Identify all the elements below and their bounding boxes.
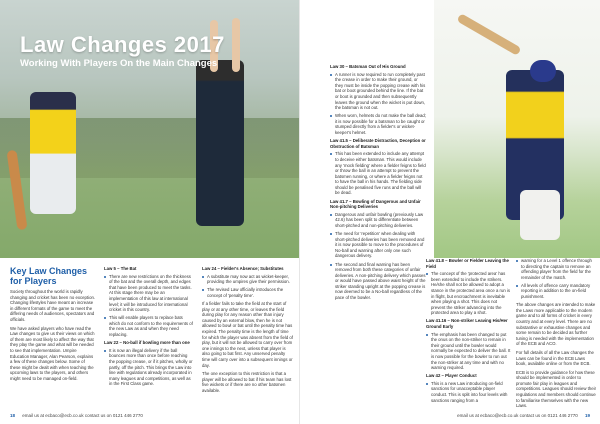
law-22-heading: Law 22 – No-ball if bowling more than one	[104, 340, 190, 346]
footer-contact-right[interactable]: email us at ecbaco@ecb.co.uk contact us on 0121 446 2770	[457, 413, 578, 418]
law-42-list	[426, 381, 512, 403]
law-41-7-list	[330, 212, 426, 301]
closing-paragraph-3: ECB is to provide guidance for how these should be implemented in order to promote fair play in leagues and competitions. Leagues should review their regulations and members should continue to familiarise themselves with the new Laws.	[516, 369, 597, 409]
key-changes-heading: Key Law Changes for Players	[10, 266, 88, 286]
law-30-heading: Law 30 – Batsman Out of His Ground	[330, 64, 406, 69]
list-item: There are new restrictions on the thickness of the bat and the overall depth, and edges that have been produced to meet the tasks. At this stage there may be an implementation of this law at international level; it will be introduced for international cricket in this country.	[104, 274, 194, 313]
footer-contact-left[interactable]: email us at ecbaco@ecb.co.uk contact us on 0121 446 2770	[22, 413, 143, 418]
bat-raised	[456, 13, 521, 56]
law-24-paragraph-1: If a fielder fails to take the field at the start of play or at any other time, or leaves the field during play for any reason other than injury caused by an external blow, then he is not allowed to bowl or bat until the penalty time has expired. The penalty time is the length of time for which the player was absent from the field of play, but it will not be allowed to carry over from one innings to the next, unless that player is also going to bat first. Any unserved penalty time will carry over into a subsequent innings or day.	[202, 300, 293, 368]
list-item: When worn, helmets do not make the ball dead; it is now possible for a batsman to be caught or stumped directly from a fielder's or wicket-keeper's helmet.	[330, 113, 426, 135]
law-5-heading: Law 5 – The Bat	[104, 266, 137, 271]
list-item: The second and final warning has been removed from both these categories of unfair deliveries. A non-pitching delivery which passes or would have passed above waist height of the striker standing upright at the popping crease is now deemed to be a No-ball regardless of the pace of the bowler.	[330, 262, 426, 301]
right-page	[300, 0, 600, 424]
page-title: Law Changes 2017	[20, 32, 225, 57]
list-item: A substitute may now act as wicket-keeper, providing the umpires give their permission.	[202, 274, 294, 285]
list-item: A runner is now required to run completely past the crease in order to make their ground, or they must be inside the popping crease with his bat or boot grounded behind the line. If the bat or boot is grounded and then subsequently leaves the ground when the wicket is put down, the batsman is not out.	[330, 72, 426, 111]
page-number-left: 18	[10, 413, 16, 418]
law-30-list	[330, 72, 426, 136]
law-41-8-heading: Law 41.8 – Bowler or Fielder Leaving the Field	[426, 258, 509, 269]
list-item: All levels of offence carry mandatory reporting in addition to the on-field punishment.	[516, 283, 596, 300]
left-column-2	[104, 266, 194, 389]
page-subtitle: Working With Players On the Main Changes	[20, 58, 218, 69]
law-5-list	[104, 274, 194, 338]
law-42-continued-list	[516, 258, 596, 300]
list-item: The concept of the 'protected area' has been extended to include the strikers. He/she shall not be allowed to adopt a stance in the protected area once a run is in flight, but encroachment is inevitable when playing a shot. This does not prevent the striker advancing into the protected area to play a shot.	[426, 271, 512, 316]
law-24-heading: Law 24 – Fielder's Absence; Substitutes	[202, 266, 284, 271]
umpire-figure	[196, 60, 244, 226]
list-item: The need for 'repetition' when dealing with short-pitched deliveries has been removed and it is now possible to move to the procedures of No-ball and warning after only one such dangerous delivery.	[330, 231, 426, 259]
law-41-16-heading: Law 41.16 – Non-striker Leaving His/Her Ground Early	[426, 318, 508, 330]
page-number-right: 19	[584, 413, 590, 418]
umpire-raised-arm-2	[232, 18, 240, 72]
intro-paragraph-1: Society throughout the world is rapidly changing and cricket has been no exception. Changing lifestyles have meant an increase in different formats of the game to meet the differing needs of audiences, spectators and officials.	[10, 289, 96, 322]
intro-paragraph-2: We have asked players who have read the Law changes to give us their views on which of them are most likely to affect the way that they play the game and what will be needed to see that implementation. Umpire Education Manager, Alan Pearson, explains a few of these changes below. Some of these might be dealt with when teaching the upcoming laws to the players, and others might need to be managed on-field.	[10, 325, 95, 381]
list-item: This will enable players to replace bats which do not conform to the requirements of the new Law as and when they need replacing.	[104, 315, 194, 337]
list-item: This has been extended to include any attempt to deceive either batsman. This would include any 'mock fielding' where a fielder feigns to field or throw the ball in an attempt to prevent the batsmen running, or where a fielder feigns not to have the ball in his hands. The fielding side should be penalised five runs and the ball will be dead.	[330, 151, 426, 196]
pads	[520, 190, 560, 240]
cricket-photo-umpire	[0, 0, 300, 258]
list-item: It is now an illegal delivery if the ball bounces more than once before reaching the popping crease, or if it pitches, wholly or partly, off the pitch. This brings the Law into line with regulations already incorporated in many leagues and competitions, as well as in the First Class game.	[104, 348, 194, 387]
helmet	[530, 60, 556, 82]
batter-figure	[30, 92, 76, 214]
right-column-1	[330, 64, 426, 303]
right-footer	[457, 413, 590, 418]
law-42-heading: Law 42 – Player Conduct	[426, 373, 477, 379]
left-column-3	[202, 266, 294, 396]
law-24-list	[202, 274, 294, 299]
list-item: The emphasis has been changed to put the onus on the non-striker to remain in their ground until the bowler would normally be expected to deliver the ball. It is now possible for the bowler to run out the non-striker at any time and with no warning required.	[426, 332, 512, 371]
law-41-8-list	[426, 271, 512, 316]
law-41-5-heading: Law 41.5 – Deliberate Distraction, Deception or Obstruction of Batsman	[330, 138, 426, 149]
law-41-16-list	[426, 332, 512, 371]
law-22-list	[104, 348, 194, 387]
law-41-5-list	[330, 151, 426, 196]
law-41-7-heading: Law 41.7 – Bowling of Dangerous and Unfair Non-pitching Deliveries	[330, 198, 421, 210]
closing-paragraph-1: The above changes are intended to make the Laws more applicable to the modern game and to all forms of cricket in every country and at every level. There are no substantive or exhaustive changes and some remain to be decided as further tuning is needed with the implementation of the ECB and ACO.	[516, 302, 596, 347]
law-24-paragraph-2: The one exception to this restriction is that a player will be allowed to bat if his team has lost five wickets or if there are no other batsmen available.	[202, 371, 292, 393]
left-column-1	[10, 266, 96, 385]
right-column-2	[426, 258, 512, 406]
left-footer	[10, 413, 143, 418]
closing-paragraph-2: For full details of all the Law changes the Laws can be found in the ECB Laws book, available online or from the ECB.	[516, 349, 594, 367]
list-item: Dangerous and unfair bowling (previously Law 42.6) has been split to differentiate between short-pitched and non-pitching deliveries.	[330, 212, 426, 229]
right-column-3	[516, 258, 596, 412]
cricket-photo-batter	[434, 0, 600, 258]
list-item: The revised Law officially introduces the concept of 'penalty time'.	[202, 287, 294, 298]
list-item: This is a new Law introducing on-field sanctions for unacceptable player conduct. This is split into four levels with sanctions ranging from a	[426, 381, 512, 403]
list-item: warning for a Level 1 offence through to directing the captain to remove an offending player from the field for the remainder of the match.	[516, 258, 596, 280]
